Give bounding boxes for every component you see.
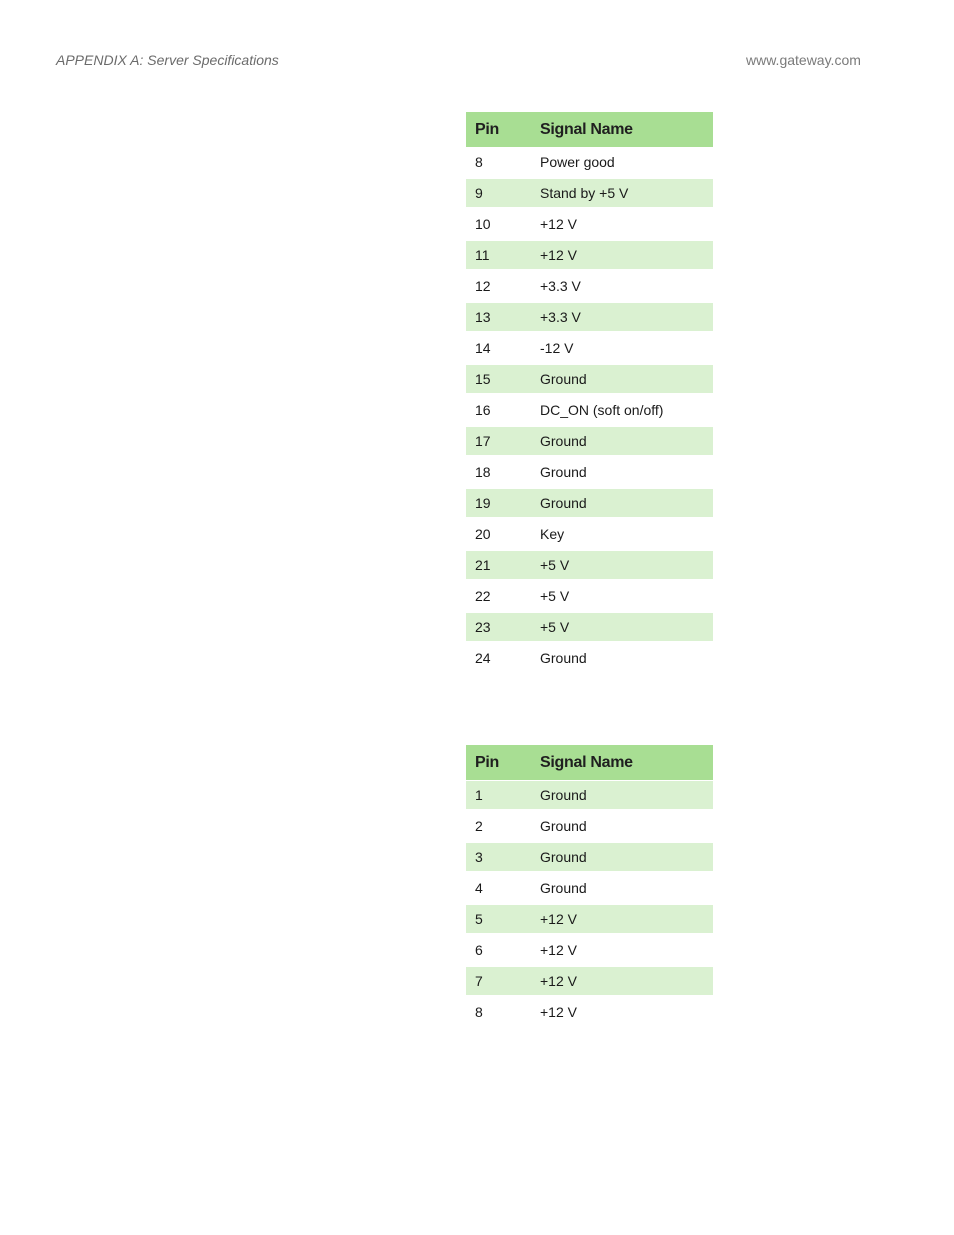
pin-cell: 1 [466,781,531,811]
running-header-url: www.gateway.com [746,52,861,68]
signal-cell: +12 V [531,935,713,966]
column-header-pin: Pin [466,112,531,148]
pin-table-main-power [466,112,713,674]
pin-cell: 17 [466,426,531,457]
pin-cell: 14 [466,333,531,364]
pin-cell: 22 [466,581,531,612]
table-row [466,209,713,240]
table-row [466,240,713,271]
table-row [466,148,713,178]
signal-cell: Stand by +5 V [531,178,713,209]
pin-cell: 8 [466,997,531,1028]
pin-cell: 6 [466,935,531,966]
table-row [466,781,713,811]
table-row [466,643,713,674]
signal-cell: +3.3 V [531,271,713,302]
table-header-row [466,112,713,148]
signal-cell: +3.3 V [531,302,713,333]
signal-cell: Ground [531,842,713,873]
pin-cell: 18 [466,457,531,488]
signal-cell: Ground [531,781,713,811]
table-row [466,519,713,550]
signal-cell: +12 V [531,997,713,1028]
signal-cell: +12 V [531,966,713,997]
table-row [466,842,713,873]
pin-cell: 13 [466,302,531,333]
column-header-pin: Pin [466,745,531,781]
signal-cell: Ground [531,643,713,674]
pin-cell: 15 [466,364,531,395]
column-header-signal-name: Signal Name [531,745,713,781]
table-row [466,997,713,1028]
pin-cell: 12 [466,271,531,302]
pin-table-12v-power [466,745,713,1028]
table-row [466,966,713,997]
signal-cell: DC_ON (soft on/off) [531,395,713,426]
table-row [466,581,713,612]
signal-cell: +5 V [531,550,713,581]
pin-cell: 5 [466,904,531,935]
signal-cell: Ground [531,873,713,904]
table-row [466,395,713,426]
signal-cell: +12 V [531,240,713,271]
signal-cell: Key [531,519,713,550]
pin-cell: 24 [466,643,531,674]
table-row [466,488,713,519]
signal-cell: Ground [531,364,713,395]
signal-cell: Ground [531,811,713,842]
signal-cell: +12 V [531,209,713,240]
pin-cell: 7 [466,966,531,997]
pin-cell: 4 [466,873,531,904]
table-row [466,178,713,209]
signal-cell: Ground [531,457,713,488]
table-row [466,550,713,581]
signal-cell: +5 V [531,612,713,643]
signal-cell: -12 V [531,333,713,364]
table-header-row [466,745,713,781]
table-row [466,811,713,842]
signal-cell: Ground [531,488,713,519]
pin-cell: 16 [466,395,531,426]
table-row [466,426,713,457]
pin-cell: 9 [466,178,531,209]
table-row [466,904,713,935]
table-row [466,457,713,488]
table-row [466,302,713,333]
pin-cell: 10 [466,209,531,240]
signal-cell: +5 V [531,581,713,612]
table-row [466,935,713,966]
pin-cell: 8 [466,148,531,178]
signal-cell: +12 V [531,904,713,935]
signal-cell: Power good [531,148,713,178]
running-header-section: APPENDIX A: Server Specifications [56,52,279,68]
table-row [466,873,713,904]
pin-cell: 19 [466,488,531,519]
column-header-signal-name: Signal Name [531,112,713,148]
pin-cell: 21 [466,550,531,581]
signal-cell: Ground [531,426,713,457]
table-row [466,612,713,643]
table-row [466,364,713,395]
table-row [466,271,713,302]
table-row [466,333,713,364]
pin-cell: 3 [466,842,531,873]
pin-cell: 20 [466,519,531,550]
pin-cell: 2 [466,811,531,842]
pin-cell: 11 [466,240,531,271]
pin-cell: 23 [466,612,531,643]
